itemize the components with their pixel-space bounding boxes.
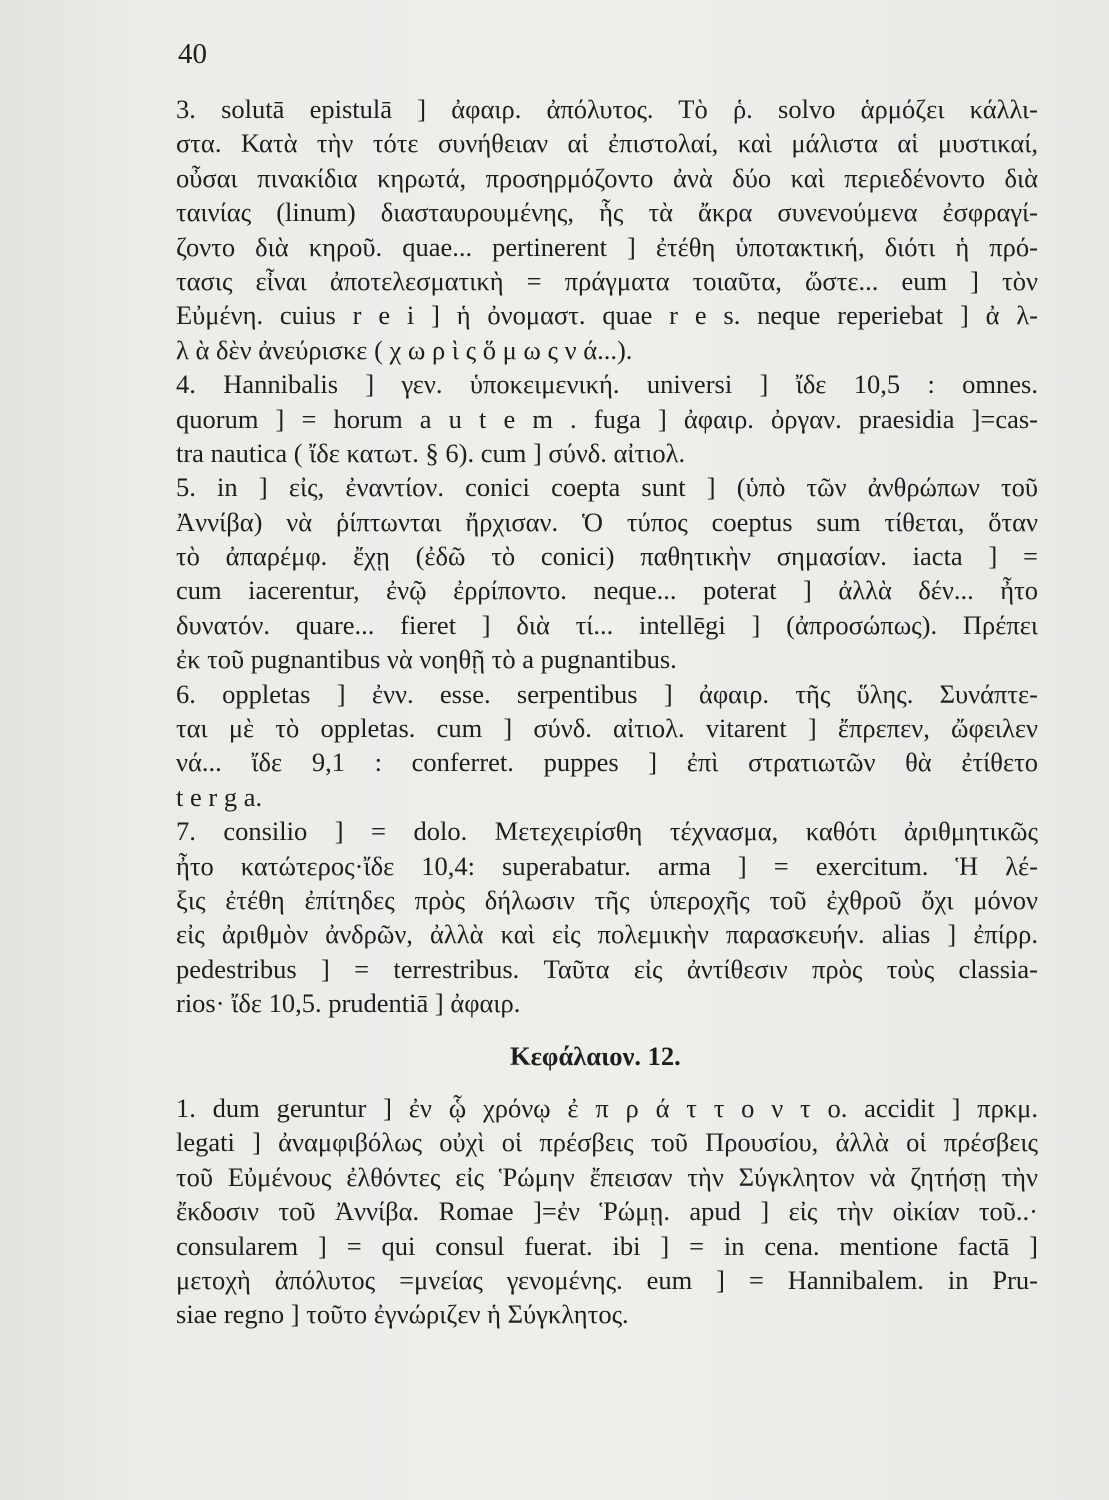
text-line: Εὐμένη. cuius r e i ] ἡ ὀνομαστ. quae r e s. neque reperiebat ] ἀ λ-: [176, 300, 1038, 331]
text-line: τοῦ Εὐμένους ἐλθόντες εἰς Ῥώμην ἔπεισαν τὴν Σύγκλητον νὰ ζητήσῃ τὴν: [176, 1161, 1038, 1192]
text-line: rios· ἴδε 10,5. prudentiā ] ἀφαιρ.: [176, 988, 521, 1019]
text-line: στα. Κατὰ τὴν τότε συνήθειαν αἱ ἐπιστολαί, καὶ μάλιστα αἱ μυστικαί,: [176, 128, 1038, 159]
text-line: consularem ] = qui consul fuerat. ibi ] = in cena. mentione factā ]: [176, 1230, 1038, 1261]
text-line: εἰς ἀριθμὸν ἀνδρῶν, ἀλλὰ καὶ εἰς πολεμικὴν παρασκευήν. alias ] ἐπίρρ.: [176, 919, 1038, 950]
text-line: ξις ἐτέθη ἐπίτηδες πρὸς δήλωσιν τῆς ὑπεροχῆς τοῦ ἐχθροῦ ὄχι μόνον: [176, 884, 1038, 915]
text-line: pedestribus ] = terrestribus. Ταῦτα εἰς ἀντίθεσιν πρὸς τοὺς classia-: [176, 953, 1038, 984]
chapter-heading: Κεφάλαιον. 12.: [510, 1040, 681, 1071]
page-number: 40: [178, 38, 207, 70]
text-line: ταινίας (linum) διασταυρουμένης, ἧς τὰ ἄκρα συνενούμενα ἐσφραγί-: [176, 197, 1038, 228]
text-line: tra nautica ( ἴδε κατωτ. § 6). cum ] σύνδ. αἰτιολ.: [176, 437, 686, 468]
text-line: τασις εἶναι ἀποτελεσματικὴ = πράγματα τοιαῦτα, ὥστε... eum ] τὸν: [176, 265, 1038, 296]
text-line: Ἀννίβα) νὰ ῥίπτωνται ἤρχισαν. Ὁ τύπος coeptus sum τίθεται, ὅταν: [176, 506, 1038, 537]
text-line: 6. oppletas ] ἐνν. esse. serpentibus ] ἀφαιρ. τῆς ὕλης. Συνάπτε-: [176, 678, 1038, 709]
section-spacer: [176, 1021, 1038, 1039]
text-line: 1. dum geruntur ] ἐν ᾧ χρόνῳ ἐ π ρ ά τ τ ο ν τ ο. accidit ] πρκμ.: [176, 1092, 1038, 1123]
text-line: 4. Hannibalis ] γεν. ὑποκειμενική. universi ] ἴδε 10,5 : omnes.: [176, 369, 1038, 400]
text-line: ἦτο κατώτερος·ἴδε 10,4: superabatur. arma ] = exercitum. Ἡ λέ-: [176, 850, 1038, 881]
text-line: 5. in ] εἰς, ἐναντίον. conici coepta sunt ] (ὑπὸ τῶν ἀνθρώπων τοῦ: [176, 472, 1038, 503]
text-line: λ ὰ δὲν ἀνεύρισκε ( χ ω ρ ὶ ς ὅ μ ω ς ν ά...).: [176, 334, 633, 365]
text-line: quorum ] = horum a u t e m . fuga ] ἀφαιρ. ὀργαν. praesidia ]=cas-: [176, 403, 1038, 434]
commentary-text: [176, 92, 1038, 1332]
text-line: ἐκ τοῦ pugnantibus νὰ νοηθῇ τὸ a pugnantibus.: [176, 644, 677, 675]
text-line: τὸ ἀπαρέμφ. ἔχῃ (ἐδῶ τὸ conici) παθητικὴν σημασίαν. iacta ] =: [176, 541, 1038, 572]
text-line: t e r g a.: [176, 781, 263, 812]
text-line: 7. consilio ] = dolo. Μετεχειρίσθη τέχνασμα, καθότι ἀριθμητικῶς: [176, 816, 1038, 847]
text-line: legati ] ἀναμφιβόλως οὐχὶ οἱ πρέσβεις τοῦ Προυσίου, ἀλλὰ οἱ πρέσβεις: [176, 1127, 1038, 1158]
text-line: ζοντο διὰ κηροῦ. quae... pertinerent ] ἐτέθη ὑποτακτική, διότι ἡ πρό-: [176, 231, 1038, 262]
text-line: cum iacerentur, ἐνῷ ἐρρίποντο. neque... poterat ] ἀλλὰ δέν... ἦτο: [176, 575, 1038, 606]
section-spacer: [176, 1073, 1038, 1091]
text-line: μετοχὴ ἀπόλυτος =μνείας γενομένης. eum ] = Hannibalem. in Pru-: [176, 1264, 1038, 1295]
text-line: siae regno ] τοῦτο ἐγνώριζεν ἡ Σύγκλητος.: [176, 1299, 629, 1330]
text-line: ται μὲ τὸ oppletas. cum ] σύνδ. αἰτιολ. vitarent ] ἔπρεπεν, ὤφειλεν: [176, 713, 1038, 744]
text-line: οὖσαι πινακίδια κηρωτά, προσηρμόζοντο ἀνὰ δύο καὶ περιεδένοντο διὰ: [176, 162, 1038, 193]
text-line: νά... ἴδε 9,1 : conferret. puppes ] ἐπὶ στρατιωτῶν θὰ ἐτίθετο: [176, 747, 1038, 778]
text-line: 3. solutā epistulā ] ἀφαιρ. ἀπόλυτος. Τὸ ῥ. solvo ἁρμόζει κάλλι-: [176, 94, 1038, 124]
text-line: ἔκδοσιν τοῦ Ἀννίβα. Romae ]=ἐν Ῥώμῃ. apud ] εἰς τὴν οἰκίαν τοῦ..·: [176, 1196, 1038, 1227]
text-line: δυνατόν. quare... fieret ] διὰ τί... intellēgi ] (ἀπροσώπως). Πρέπει: [176, 609, 1038, 640]
